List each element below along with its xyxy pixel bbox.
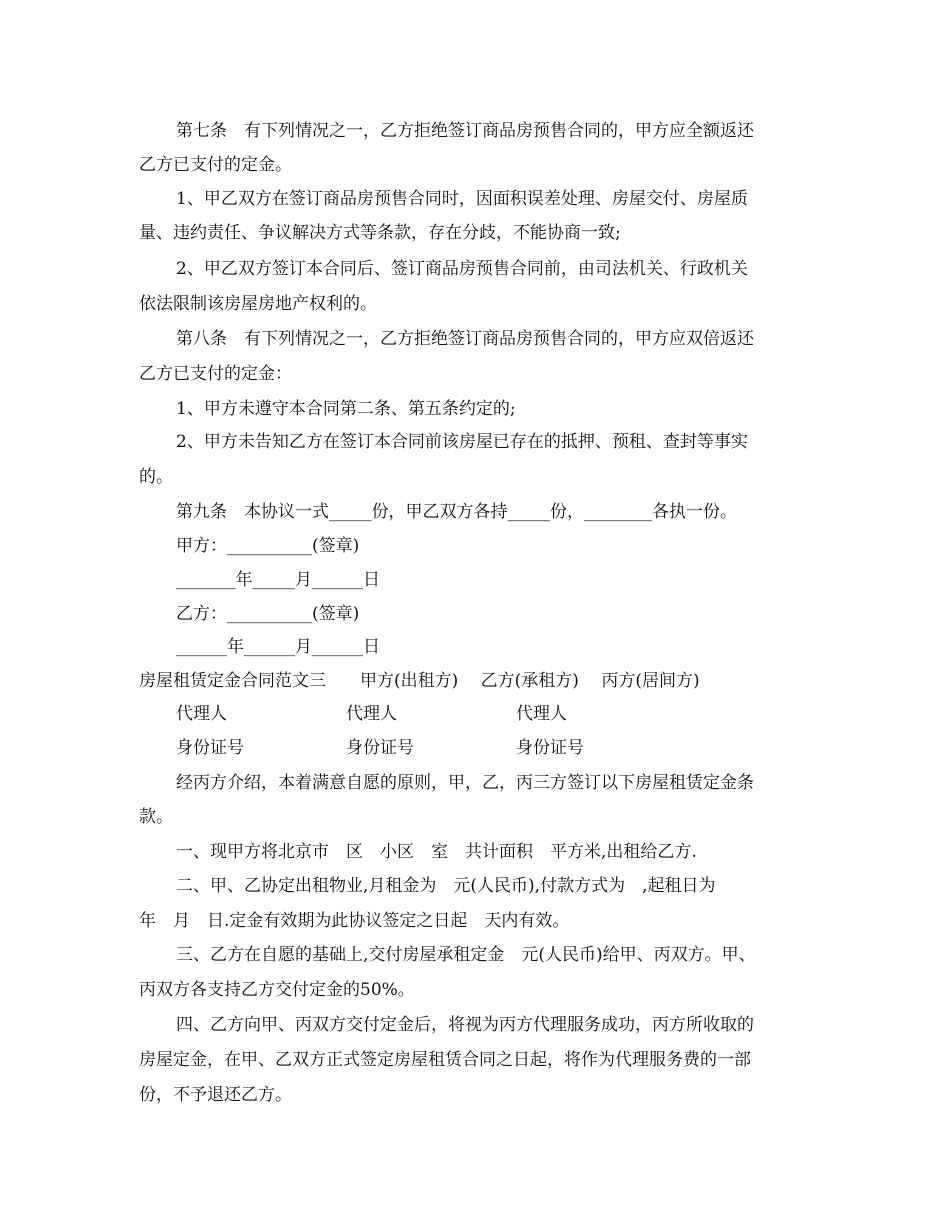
text-line: 乙方已支付的定金。 [139, 155, 292, 175]
text-line: 代理人 代理人 代理人 [176, 704, 567, 724]
text-line: 1、甲方未遵守本合同第二条、第五条约定的; [176, 399, 516, 419]
text-line: 第九条 本协议一式_____份，甲乙双方各持_____份，________各执一份。 [176, 502, 737, 522]
text-line: _______年_____月______日 [176, 570, 380, 590]
text-line: 乙方：__________(签章) [176, 604, 360, 624]
text-line: 二、甲、乙协定出租物业,月租金为 元(人民币),付款方式为 ,起租日为 [176, 876, 716, 896]
text-line: 房屋定金，在甲、乙双方正式签定房屋租赁合同之日起，将作为代理服务费的一部 [139, 1050, 751, 1070]
text-line: 四、乙方向甲、丙双方交付定金后，将视为丙方代理服务成功，丙方所收取的 [176, 1015, 754, 1035]
text-line: 量、违约责任、争议解决方式等条款，存在分歧，不能协商一致; [139, 223, 621, 243]
text-line: 年 月 日.定金有效期为此协议签定之日起 天内有效。 [139, 911, 570, 931]
text-line: 乙方已支付的定金： [139, 364, 292, 384]
text-line: 份，不予退还乙方。 [139, 1085, 292, 1105]
text-line: 第七条 有下列情况之一，乙方拒绝签订商品房预售合同的，甲方应全额返还 [176, 121, 754, 141]
text-line: 三、乙方在自愿的基础上,交付房屋承租定金 元(人民币)给甲、丙双方。甲、 [176, 945, 756, 965]
text-line: 2、甲方未告知乙方在签订本合同前该房屋已存在的抵押、预租、查封等事实 [176, 432, 748, 452]
text-line: 房屋租赁定金合同范文三 甲方(出租方) 乙方(承租方) 丙方(居间方) [139, 671, 700, 691]
text-line: ______年______月______日 [176, 637, 380, 657]
text-line: 1、甲乙双方在签订商品房预售合同时，因面积误差处理、房屋交付、房屋质 [176, 189, 748, 209]
text-line: 身份证号 身份证号 身份证号 [176, 738, 584, 758]
text-line: 2、甲乙双方签订本合同后、签订商品房预售合同前，由司法机关、行政机关 [176, 259, 748, 279]
text-line: 第八条 有下列情况之一，乙方拒绝签订商品房预售合同的，甲方应双倍返还 [176, 329, 754, 349]
text-line: 经丙方介绍，本着满意自愿的原则，甲，乙，丙三方签订以下房屋租赁定金条 [176, 773, 754, 793]
text-line: 一、现甲方将北京市 区 小区 室 共计面积 平方米,出租给乙方. [176, 842, 697, 862]
text-line: 款。 [139, 807, 173, 827]
text-line: 甲方：__________(签章) [176, 536, 360, 556]
text-line: 丙双方各支持乙方交付定金的50%。 [139, 980, 415, 1000]
text-line: 依法限制该房屋房地产权利的。 [139, 294, 377, 314]
text-line: 的。 [139, 467, 173, 487]
